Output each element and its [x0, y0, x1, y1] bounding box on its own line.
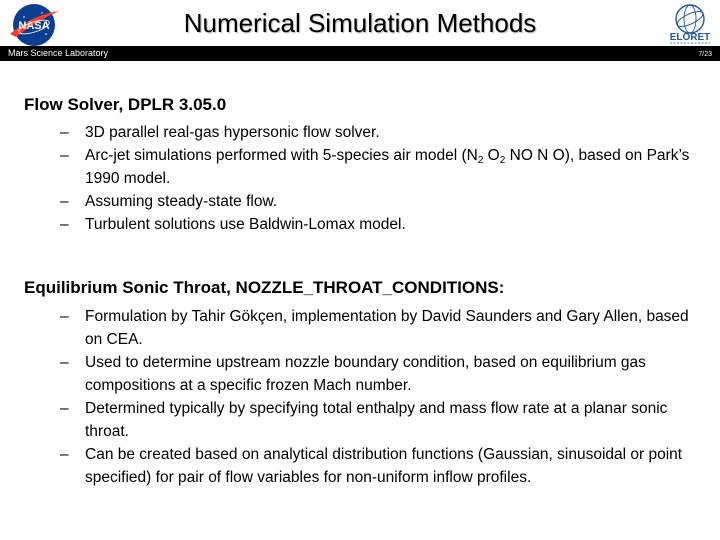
flow-solver-list [60, 121, 700, 236]
list-item [60, 144, 700, 190]
section-heading-flow-solver: Flow Solver, DPLR 3.05.0 [24, 95, 227, 114]
header-bar [0, 46, 720, 61]
list-item-text: Assuming steady-state flow. [85, 193, 278, 210]
list-item [60, 397, 700, 443]
sonic-throat-list [60, 305, 700, 489]
list-item-text: Determined typically by specifying total enthalpy and mass flow rate at a planar sonic throat. [85, 400, 668, 440]
header-subtitle: Mars Science Laboratory [8, 48, 109, 58]
list-item-text-post: NO N O), based on Park’s 1990 model. [85, 147, 690, 187]
list-item [60, 121, 700, 144]
bullet-dash: – [60, 216, 69, 233]
eloret-logo-icon [664, 2, 716, 46]
bullet-dash: – [60, 446, 69, 463]
svg-text:NASA: NASA [18, 20, 50, 32]
list-item [60, 443, 700, 489]
subscript: 2 [477, 155, 484, 166]
list-item-text: Used to determine upstream nozzle boundary condition, based on equilibrium gas compositions at a specific frozen Mach number. [85, 354, 646, 394]
bullet-dash: – [60, 308, 69, 325]
list-item-text: Can be created based on analytical distribution functions (Gaussian, sinusoidal or point specified) for pair of flow variables for non-uniform inflow profiles. [85, 446, 683, 486]
bullet-dash: – [60, 400, 69, 417]
list-item-text-pre: Arc-jet simulations performed with 5-species air model (N [85, 147, 478, 164]
page-title: Numerical Simulation Methods [183, 8, 537, 38]
list-item [60, 190, 700, 213]
list-item [60, 305, 700, 351]
list-item [60, 213, 700, 236]
list-item-text-mid: O [483, 147, 500, 164]
bullet-dash: – [60, 124, 69, 141]
list-item [60, 351, 700, 397]
list-item-text: Formulation by Tahir Gökçen, implementation by David Saunders and Gary Allen, based on CEA. [85, 308, 689, 348]
list-item-text: 3D parallel real-gas hypersonic flow solver. [85, 124, 380, 141]
svg-text:ELORET: ELORET [669, 32, 711, 43]
page-number: 7/23 [698, 51, 712, 58]
section-heading-sonic-throat: Equilibrium Sonic Throat, NOZZLE_THROAT_CONDITIONS: [24, 278, 505, 297]
subscript: 2 [499, 155, 506, 166]
bullet-dash: – [60, 193, 69, 210]
bullet-dash: – [60, 354, 69, 371]
bullet-dash: – [60, 147, 69, 164]
list-item-text: Turbulent solutions use Baldwin-Lomax model. [85, 216, 406, 233]
